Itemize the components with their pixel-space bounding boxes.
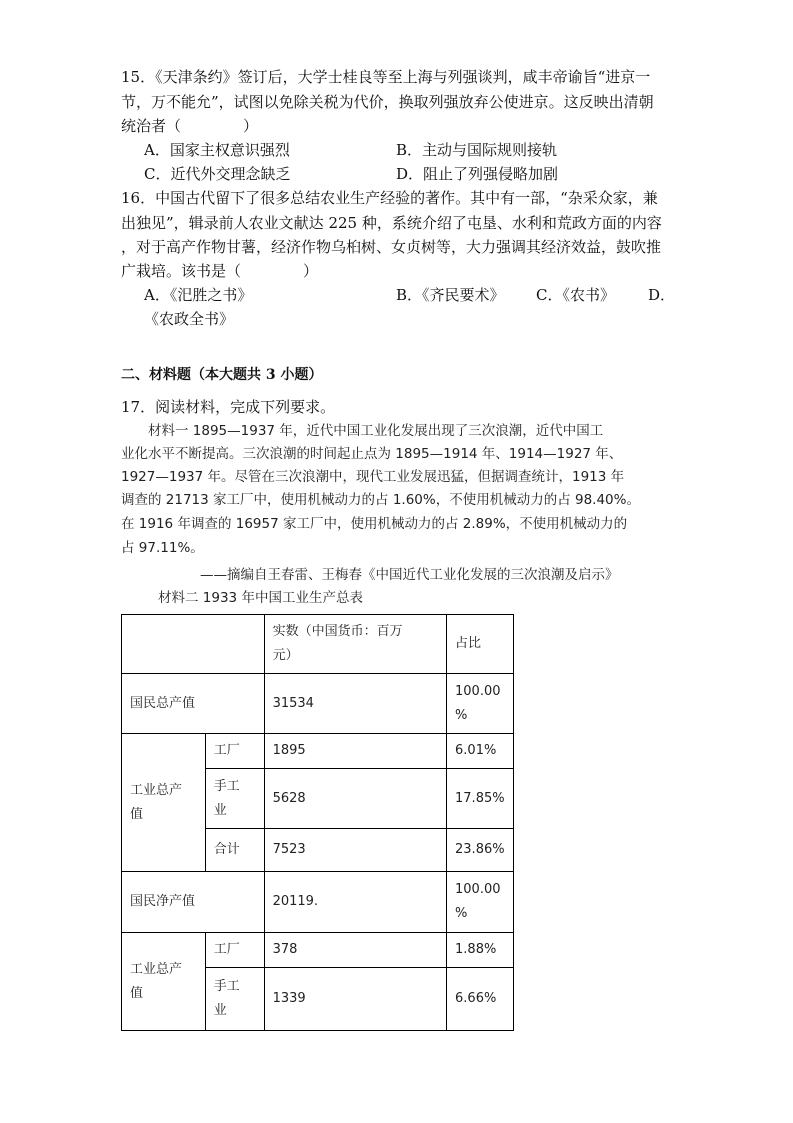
total-share: 23.86% bbox=[447, 829, 514, 872]
material1-line5: 在 1916 年调查的 16957 家工厂中，使用机械动力的占 2.89%，不使用机械动力的 bbox=[121, 516, 628, 532]
q16-stem-line1: 16．中国古代留下了很多总结农业生产经验的著作。其中有一部，“杂采众家，兼 bbox=[121, 189, 658, 207]
handicraft-label: 手工 业 bbox=[205, 769, 264, 829]
handicraft2-value: 1339 bbox=[264, 968, 446, 1031]
industry-gross-label: 工业总产 值 bbox=[122, 734, 206, 872]
q16-stem-line4 bbox=[121, 261, 318, 281]
q17-intro: 17．阅读材料，完成下列要求。 bbox=[121, 398, 336, 416]
material2-title: 材料二 1933 年中国工业生产总表 bbox=[158, 590, 363, 606]
table-row bbox=[122, 933, 514, 968]
q16-stem-text: 广栽培。该书是（ bbox=[121, 262, 242, 280]
industry-production-table bbox=[121, 614, 514, 1031]
q15-stem-line3 bbox=[121, 116, 258, 136]
table-row bbox=[122, 872, 514, 933]
section-title: 二、材料题（本大题共 3 小题） bbox=[121, 367, 323, 383]
q15-stem-line1: 15．《天津条约》签订后，大学士桂良等至上海与列强谈判，咸丰帝谕旨“进京一 bbox=[121, 68, 651, 86]
q16-option-a: A．《汜胜之书》 bbox=[144, 286, 253, 304]
factory-value: 1895 bbox=[264, 734, 446, 769]
factory-share: 6.01% bbox=[447, 734, 514, 769]
material1-line1: 材料一 1895—1937 年，近代中国工业化发展出现了三次浪潮，近代中国工 bbox=[148, 423, 604, 439]
factory2-label: 工厂 bbox=[205, 933, 264, 968]
q15-stem-line2: 节，万不能允”，试图以免除关税为代价，换取列强放弃公使进京。这反映出清朝 bbox=[121, 93, 654, 111]
q16-option-d-continued: 《农政全书》 bbox=[144, 310, 235, 328]
table-header-amount: 实数（中国货币：百万 元） bbox=[264, 615, 446, 674]
factory2-share: 1.88% bbox=[447, 933, 514, 968]
table-row bbox=[122, 734, 514, 769]
net-output-value: 20119. bbox=[264, 872, 446, 933]
table-header-blank bbox=[122, 615, 265, 674]
net-output-label: 国民净产值 bbox=[122, 872, 265, 933]
table-row bbox=[122, 674, 514, 734]
net-output-share: 100.00 % bbox=[447, 872, 514, 933]
material1-line2: 业化水平不断提高。三次浪潮的时间起止点为 1895—1914 年、1914—1927 年、 bbox=[121, 446, 623, 462]
industry-net-label: 工业总产 值 bbox=[122, 933, 206, 1031]
material1-source: ——摘编自王春雷、王梅春《中国近代工业化发展的三次浪潮及启示》 bbox=[200, 567, 619, 583]
total-value: 7523 bbox=[264, 829, 446, 872]
handicraft-value: 5628 bbox=[264, 769, 446, 829]
factory2-value: 378 bbox=[264, 933, 446, 968]
q16-stem-line2: 出独见”，辑录前人农业文献达 225 种，系统介绍了屯垦、水利和荒政方面的内容 bbox=[121, 214, 662, 232]
q16-option-b: B．《齐民要术》 bbox=[396, 286, 505, 304]
material1-line3: 1927—1937 年。尽管在三次浪潮中，现代工业发展迅猛，但据调查统计，1913 年 bbox=[121, 469, 625, 485]
total-label: 合计 bbox=[205, 829, 264, 872]
q16-stem-line3: ，对于高产作物甘薯，经济作物乌桕树、女贞树等，大力强调其经济效益，鼓吹推 bbox=[121, 238, 662, 256]
gross-output-share: 100.00 % bbox=[447, 674, 514, 734]
q15-stem-close: ） bbox=[243, 117, 259, 135]
q15-stem-text: 统治者（ bbox=[121, 117, 182, 135]
q16-option-d: D． bbox=[648, 286, 676, 304]
material1-line6: 占 97.11%。 bbox=[121, 540, 204, 556]
handicraft2-share: 6.66% bbox=[447, 968, 514, 1031]
q16-option-c: C．《农书》 bbox=[536, 286, 615, 304]
table-header-share: 占比 bbox=[447, 615, 514, 674]
factory-label: 工厂 bbox=[205, 734, 264, 769]
q15-option-d: D．阻止了列强侵略加剧 bbox=[396, 165, 559, 183]
q15-option-b: B．主动与国际规则接轨 bbox=[396, 141, 558, 159]
q15-option-a: A．国家主权意识强烈 bbox=[144, 141, 290, 159]
handicraft2-label: 手工 业 bbox=[205, 968, 264, 1031]
gross-output-value: 31534 bbox=[264, 674, 446, 734]
gross-output-label: 国民总产值 bbox=[122, 674, 265, 734]
q15-option-c: C．近代外交理念缺乏 bbox=[144, 165, 291, 183]
material1-line4: 调查的 21713 家工厂中，使用机械动力的占 1.60%，不使用机械动力的占 98.40%。 bbox=[121, 492, 640, 508]
table-header-row bbox=[122, 615, 514, 674]
q16-stem-close: ） bbox=[303, 262, 319, 280]
handicraft-share: 17.85% bbox=[447, 769, 514, 829]
